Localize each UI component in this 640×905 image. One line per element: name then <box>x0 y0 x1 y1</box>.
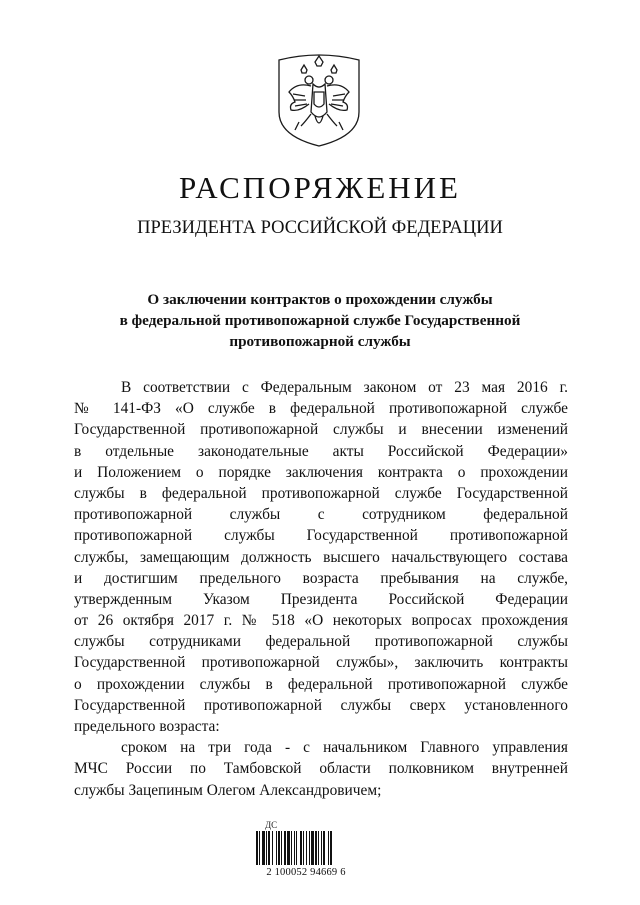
barcode-bar <box>303 831 304 865</box>
body-line: службы Зацепиным Олегом Александровичем; <box>74 781 382 799</box>
body-line: службы в федеральной противопожарной службе Государственной <box>74 484 568 502</box>
issuer-title: ПРЕЗИДЕНТА РОССИЙСКОЙ ФЕДЕРАЦИИ <box>137 218 503 238</box>
barcode-bar <box>309 831 310 865</box>
body-line: и Положением о порядке заключения контракта о прохождении <box>74 463 568 481</box>
barcode-bar <box>315 831 317 865</box>
body-line: и достигшим предельного возраста пребывания на службе, <box>74 569 568 587</box>
body-line: Государственной противопожарной службы и внесении изменений <box>74 421 568 439</box>
body-line: В соответствии с Федеральным законом от 23 мая 2016 г. <box>121 379 568 396</box>
body-line: службы, замещающим должность высшего начальствующего состава <box>74 548 568 566</box>
barcode-bar <box>259 831 260 865</box>
barcode-bar <box>268 831 270 865</box>
barcode-bar <box>311 831 314 865</box>
body-line: противопожарной службы с сотрудником федеральной <box>74 506 568 524</box>
barcode-bar <box>318 831 319 865</box>
body-line: утвержденным Указом Президента Российской Федерации <box>74 590 568 608</box>
barcode-bar <box>323 831 325 865</box>
body-line: Государственной противопожарной службы», заключить контракты <box>74 654 568 672</box>
barcode-bar <box>276 831 277 865</box>
barcode-bar <box>281 831 282 865</box>
barcode-bar <box>284 831 286 865</box>
body-line: о прохождении службы в федеральной противопожарной службе <box>74 675 568 693</box>
document-type-title: РАСПОРЯЖЕНИЕ <box>179 170 461 205</box>
barcode-block <box>254 818 358 882</box>
body-line: предельного возраста: <box>74 718 220 735</box>
body-line: противопожарной службы Государственной противопожарной <box>74 527 568 545</box>
svg-text:ДС: ДС <box>265 820 278 830</box>
body-line: в отдельные законодательные акты Российской Федерации» <box>74 442 568 460</box>
heading-line: противопожарной службы <box>229 333 411 350</box>
body-line: № 141-ФЗ «О службе в федеральной противопожарной службе <box>74 400 568 418</box>
barcode-bar <box>278 831 280 865</box>
barcode-bar <box>321 831 322 865</box>
body-line: от 26 октября 2017 г. № 518 «О некоторых вопросах прохождения <box>74 612 568 630</box>
barcode-bar <box>287 831 290 865</box>
barcode-bar <box>262 831 265 865</box>
barcode-bar <box>328 831 329 865</box>
body-line: Государственной противопожарной службы сверх установленного <box>74 696 568 714</box>
barcode-bar <box>266 831 267 865</box>
barcode-bar <box>330 831 332 865</box>
barcode-bar <box>272 831 273 865</box>
barcode-bar <box>306 831 307 865</box>
barcode-bar <box>291 831 292 865</box>
barcode-number: 2 100052 94669 6 <box>266 867 346 878</box>
barcode-bar <box>294 831 295 865</box>
body-line: МЧС России по Тамбовской области полковником внутренней <box>74 760 568 778</box>
barcode-bar <box>256 831 258 865</box>
heading-line: в федеральной противопожарной службе Государственной <box>119 312 521 329</box>
body-line: службы сотрудниками федеральной противопожарной службы <box>74 633 568 651</box>
barcode <box>256 831 356 865</box>
barcode-bar <box>296 831 297 865</box>
barcode-bar <box>300 831 302 865</box>
barcode-mark <box>264 818 280 830</box>
coat-of-arms-emblem <box>275 52 363 148</box>
body-text <box>74 377 568 801</box>
heading-line: О заключении контрактов о прохождении службы <box>147 291 493 308</box>
document-heading <box>80 289 560 352</box>
body-line: сроком на три года - с начальником Главного управления <box>121 739 568 757</box>
